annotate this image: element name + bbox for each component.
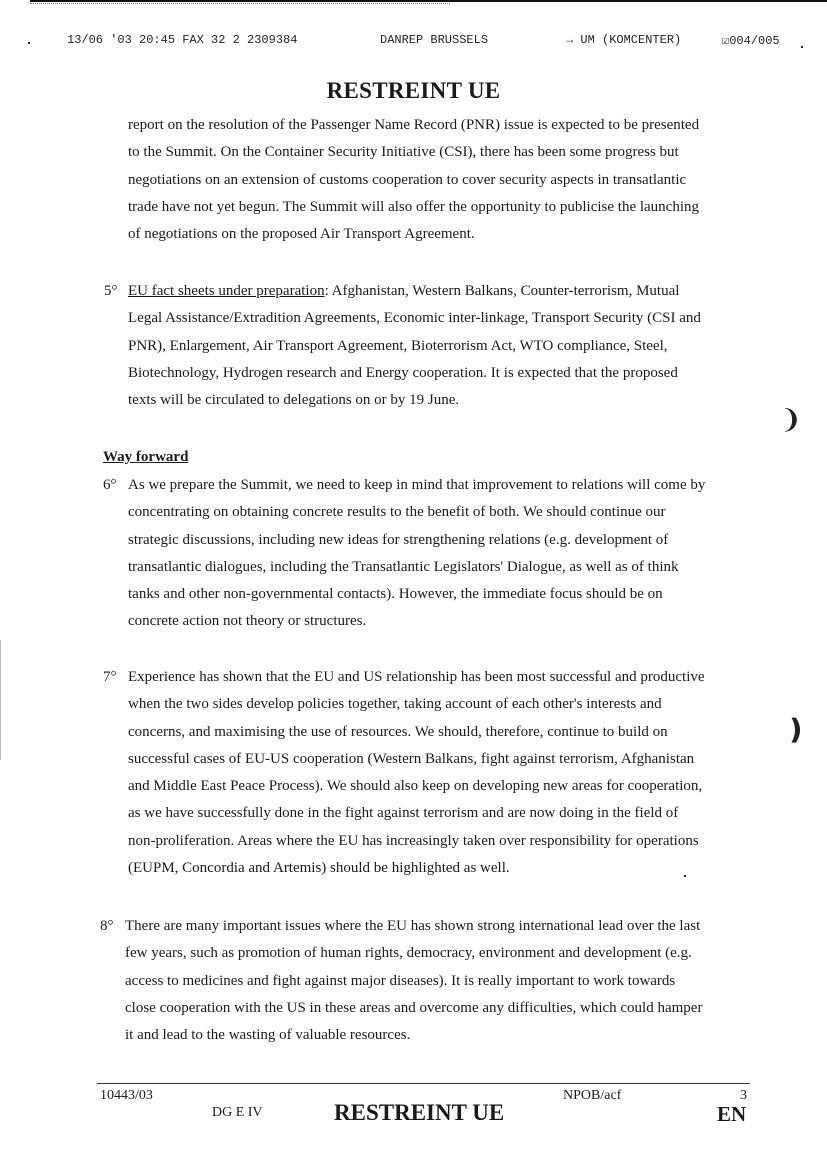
- fact-sheets-lead: EU fact sheets under preparation: [128, 283, 325, 299]
- text-line: concerns, and maximising the use of resources. We should, therefore, continue to build on: [128, 723, 668, 740]
- text-line: successful cases of EU-US cooperation (Western Balkans, fight against terrorism, Afghanistan: [128, 750, 695, 767]
- text-line: concentrating on obtaining concrete results to the benefit of both. We should continue our: [128, 504, 666, 521]
- text-line: Experience has shown that the EU and US relationship has been most successful and productive: [128, 669, 705, 685]
- paragraph-number: 6°: [103, 477, 117, 493]
- paragraph-body: [128, 664, 753, 882]
- footer-language: EN: [717, 1102, 747, 1126]
- classification-footer: RESTREINT UE: [334, 1100, 505, 1125]
- text-line: PNR), Enlargement, Air Transport Agreement, Bioterrorism Act, WTO compliance, Steel,: [128, 337, 668, 354]
- footer-author-code: NPOB/acf: [563, 1088, 622, 1103]
- text-line: access to medicines and fight against major diseases). It is really important to work towards: [125, 972, 676, 989]
- text-line: strategic discussions, including new ideas for strengthening relations (e.g. development of: [128, 531, 669, 548]
- text-line: of negotiations on the proposed Air Transport Agreement.: [128, 226, 475, 243]
- fact-sheets-line-rest: : Afghanistan, Western Balkans, Counter-terrorism, Mutual: [324, 283, 680, 299]
- fax-top-border: [30, 0, 827, 2]
- paragraph-body: [125, 913, 750, 1049]
- paragraph-body: [128, 472, 753, 636]
- text-line: tanks and other non-governmental contacts). However, the immediate focus should be on: [128, 586, 663, 603]
- footer-dg: DG E IV: [212, 1105, 263, 1120]
- text-line: trade have not yet begun. The Summit will also offer the opportunity to publicise the launching: [128, 198, 699, 215]
- text-line: (EUPM, Concordia and Artemis) should be highlighted as well.: [128, 860, 510, 877]
- text-line: [128, 278, 753, 305]
- text-line: close cooperation with the US in these areas and overcome any difficulties, which could hamper: [125, 999, 703, 1016]
- section-heading-way-forward: Way forward: [103, 449, 189, 465]
- text-line: when the two sides develop policies together, taking account of each other's interests and: [128, 696, 662, 713]
- text-line: Legal Assistance/Extradition Agreements, Economic inter-linkage, Transport Security (CSI and: [128, 310, 701, 327]
- text-line: There are many important issues where the EU has shown strong international lead over the last: [125, 918, 701, 934]
- scan-speck: [28, 42, 30, 44]
- fax-top-dotted-border: [30, 3, 450, 5]
- text-line: as we have successfully done in the fight against terrorism and are now doing in the field of: [128, 805, 679, 822]
- intro-paragraph-body: [128, 112, 753, 248]
- text-line: negotiations on an extension of customs cooperation to cover security aspects in transatlantic: [128, 171, 687, 188]
- paragraph-number: 5°: [104, 283, 118, 299]
- footer-page-number: 3: [740, 1088, 747, 1103]
- scan-speck: [684, 875, 686, 877]
- fax-sender: DANREP BRUSSELS: [380, 33, 489, 47]
- text-line: texts will be circulated to delegations on or by 19 June.: [128, 392, 460, 409]
- paragraph-number: 8°: [100, 918, 114, 934]
- text-line: non-proliferation. Areas where the EU has increasingly taken over responsibility for operations: [128, 832, 699, 849]
- fax-page-counter: ☑004/005: [722, 34, 780, 48]
- classification-header: RESTREINT UE: [326, 78, 501, 103]
- fax-destination: → UM (KOMCENTER): [566, 33, 682, 47]
- paragraph-body: [128, 278, 753, 414]
- text-line: transatlantic dialogues, including the Transatlantic Legislators' Dialogue, as well as of think: [128, 558, 679, 575]
- text-line: it and lead to the wasting of valuable resources.: [125, 1027, 411, 1044]
- scan-speck: [801, 46, 803, 48]
- text-line: Biotechnology, Hydrogen research and Energy cooperation. It is expected that the proposed: [128, 364, 678, 381]
- text-line: concrete action not theory or structures.: [128, 613, 367, 630]
- fax-header: [0, 33, 827, 49]
- text-line: report on the resolution of the Passenger Name Record (PNR) issue is expected to be presented: [128, 117, 700, 133]
- scan-margin-line: [0, 640, 1, 760]
- footer-doc-ref: 10443/03: [100, 1088, 153, 1103]
- punch-hole-mark-icon: ❩: [780, 405, 802, 435]
- text-line: to the Summit. On the Container Security Initiative (CSI), there has been some progress but: [128, 144, 679, 161]
- text-line: and Middle East Peace Process). We should also keep on developing new areas for cooperation,: [128, 778, 703, 795]
- paragraph-number: 7°: [103, 669, 117, 685]
- text-line: few years, such as promotion of human rights, democracy, environment and development (e.g.: [125, 945, 692, 962]
- text-line: As we prepare the Summit, we need to keep in mind that improvement to relations will come by: [128, 477, 706, 493]
- fax-date-line: 13/06 '03 20:45 FAX 32 2 2309384: [67, 33, 298, 47]
- footer-rule: [97, 1083, 750, 1084]
- punch-hole-mark-icon: ❫: [784, 713, 808, 746]
